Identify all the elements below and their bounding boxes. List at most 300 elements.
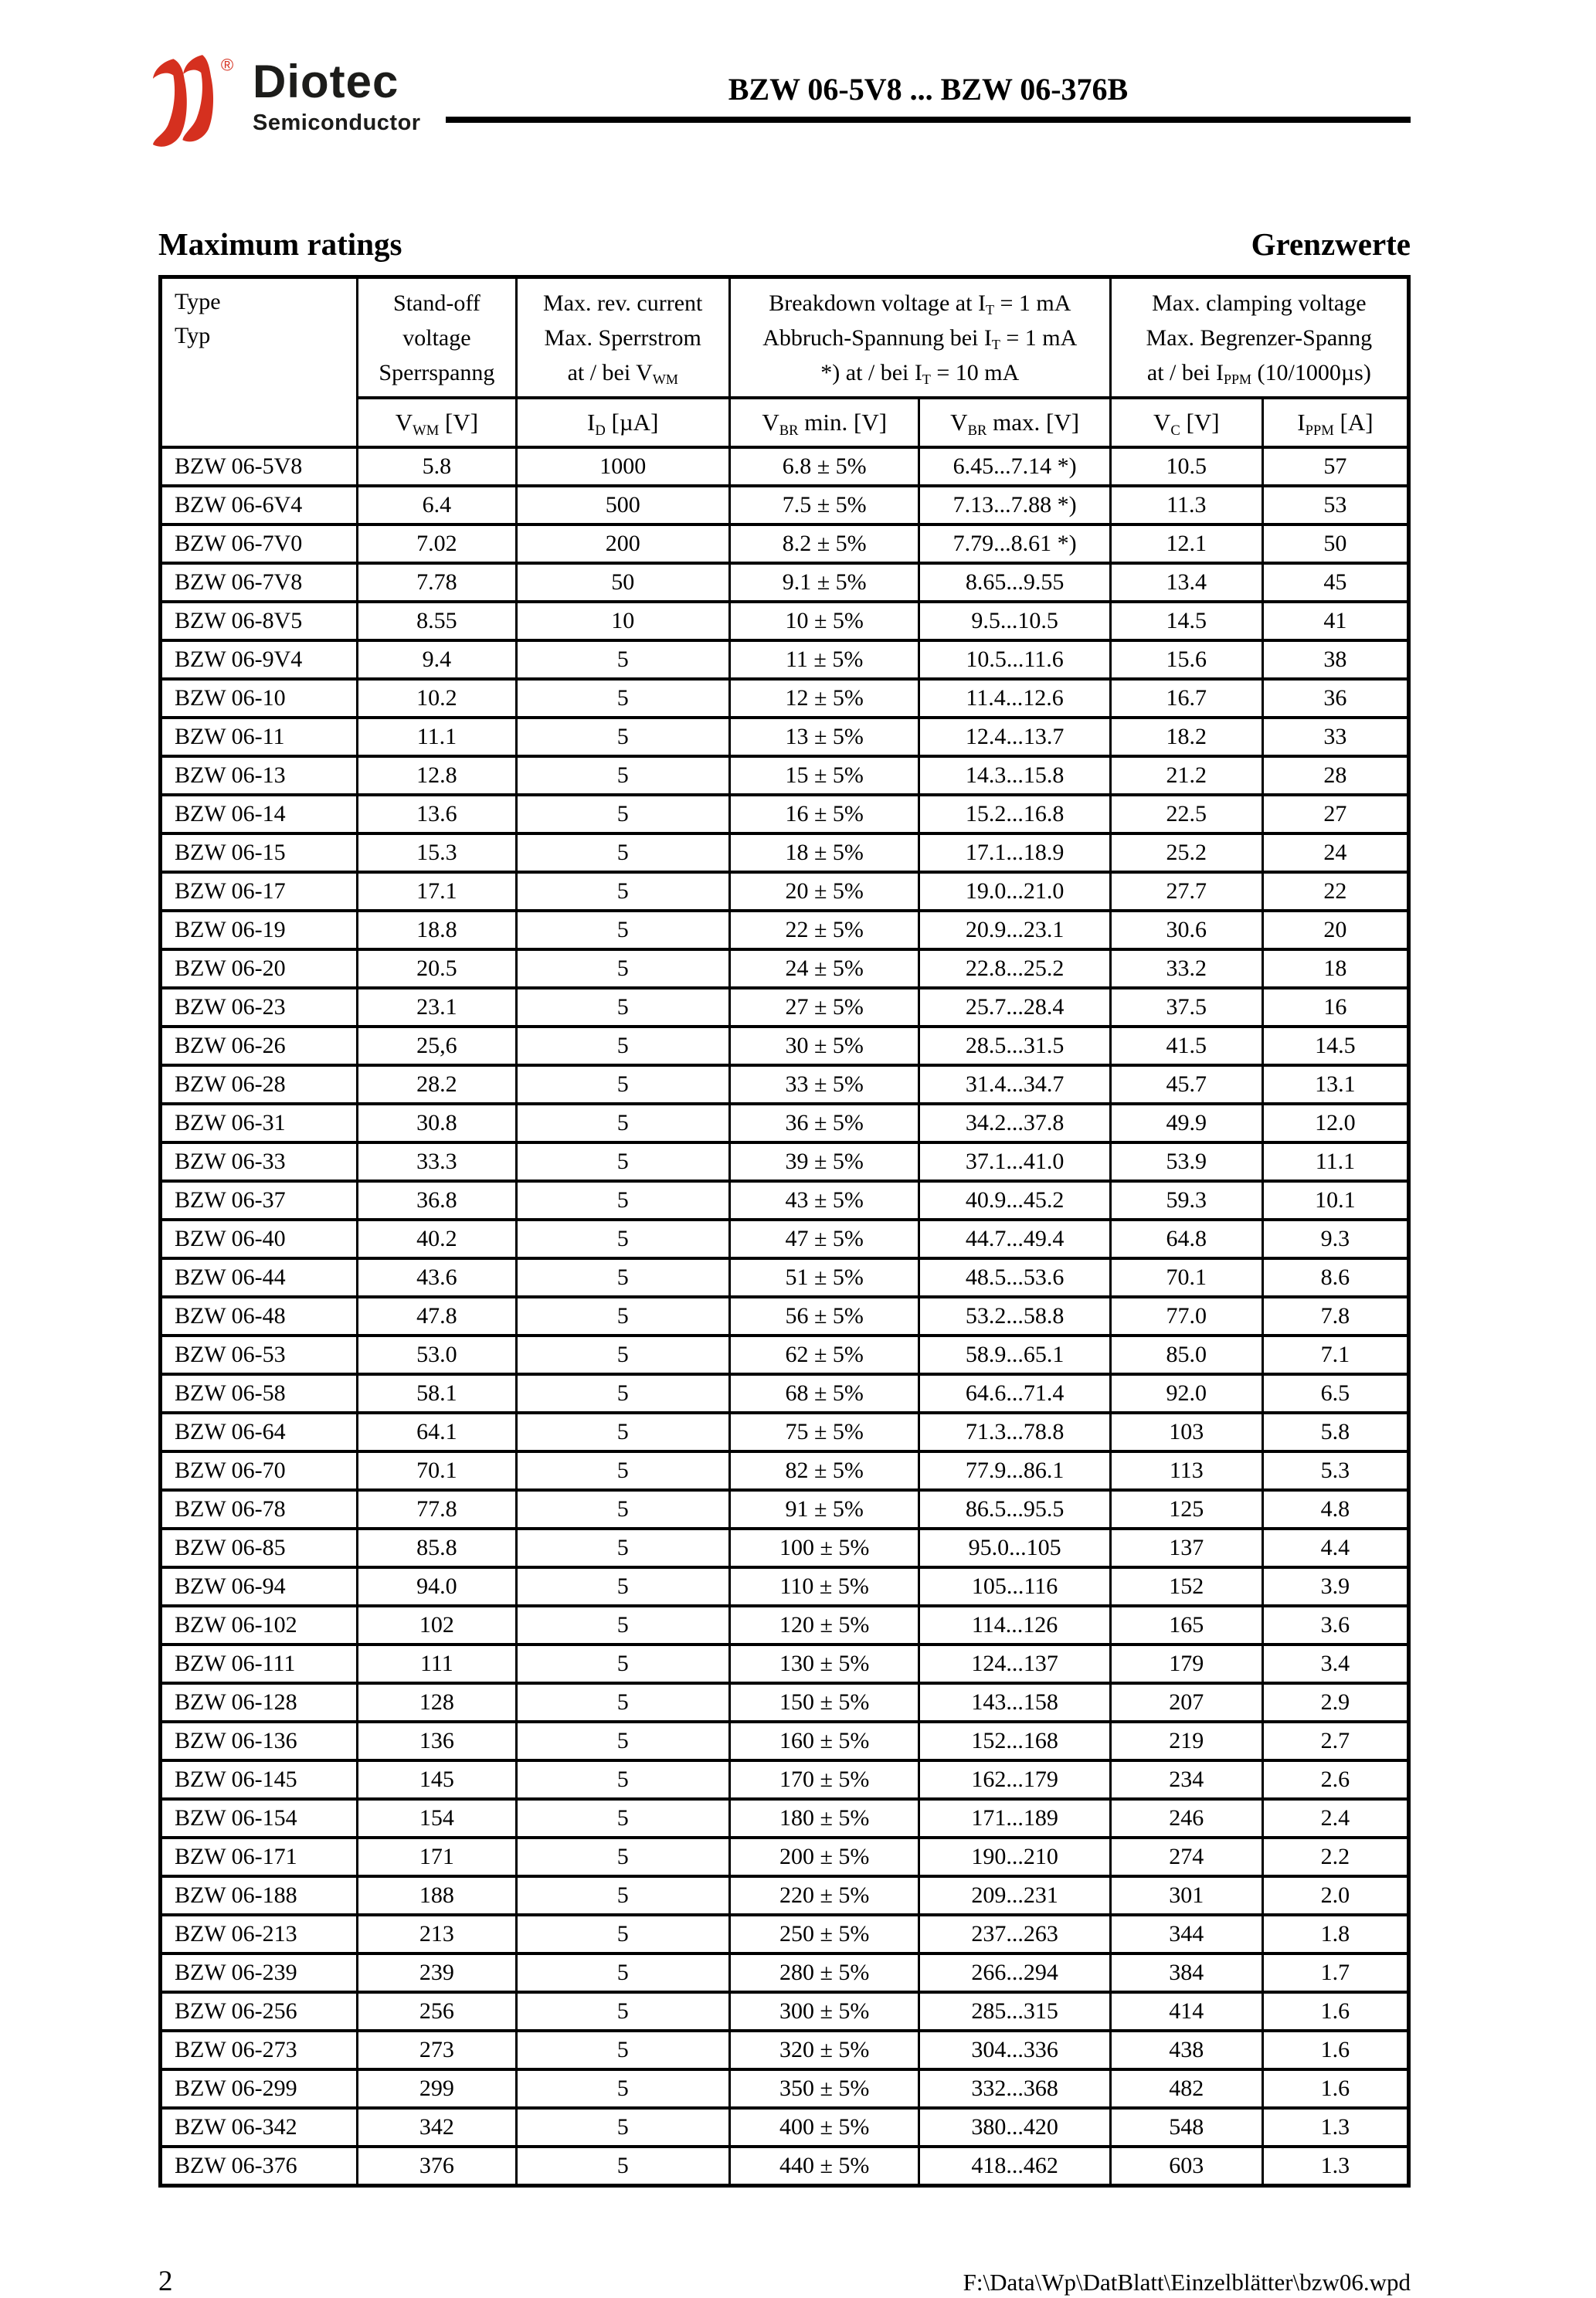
page-header [158, 48, 1411, 171]
table-row [161, 1838, 1409, 1876]
cell-vc: 384 [1110, 1953, 1262, 1992]
cell-id: 5 [516, 1722, 729, 1760]
cell-id: 5 [516, 872, 729, 911]
cell-type: BZW 06-299 [161, 2069, 358, 2108]
table-row [161, 1027, 1409, 1065]
cell-vbr-min: 33 ± 5% [729, 1065, 919, 1104]
table-row [161, 1374, 1409, 1413]
cell-vbr-max: 34.2...37.8 [919, 1104, 1110, 1142]
cell-vbr-min: 180 ± 5% [729, 1799, 919, 1838]
cell-vwm: 30.8 [358, 1104, 516, 1142]
cell-vc: 22.5 [1110, 795, 1262, 833]
cell-id: 5 [516, 1065, 729, 1104]
cell-ippm: 2.9 [1262, 1683, 1408, 1722]
cell-type: BZW 06-70 [161, 1451, 358, 1490]
cell-vbr-min: 20 ± 5% [729, 872, 919, 911]
cell-vbr-max: 266...294 [919, 1953, 1110, 1992]
cell-vbr-max: 162...179 [919, 1760, 1110, 1799]
brand-name: Diotec [253, 56, 399, 107]
cell-vbr-max: 58.9...65.1 [919, 1336, 1110, 1374]
cell-ippm: 22 [1262, 872, 1408, 911]
table-row [161, 911, 1409, 949]
cell-vbr-min: 18 ± 5% [729, 833, 919, 872]
doc-title: BZW 06-5V8 ... BZW 06-376B [446, 71, 1411, 123]
table-row [161, 988, 1409, 1027]
cell-vc: 246 [1110, 1799, 1262, 1838]
cell-vbr-min: 8.2 ± 5% [729, 524, 919, 563]
cell-vwm: 128 [358, 1683, 516, 1722]
cell-ippm: 2.2 [1262, 1838, 1408, 1876]
cell-type: BZW 06-40 [161, 1220, 358, 1258]
cell-id: 5 [516, 1181, 729, 1220]
cell-type: BZW 06-256 [161, 1992, 358, 2031]
table-row [161, 795, 1409, 833]
cell-vbr-min: 220 ± 5% [729, 1876, 919, 1915]
cell-vc: 53.9 [1110, 1142, 1262, 1181]
cell-id: 5 [516, 1606, 729, 1645]
cell-vbr-min: 62 ± 5% [729, 1336, 919, 1374]
cell-id: 5 [516, 640, 729, 679]
cell-vbr-min: 12 ± 5% [729, 679, 919, 718]
cell-vbr-max: 77.9...86.1 [919, 1451, 1110, 1490]
table-row [161, 1722, 1409, 1760]
cell-vc: 152 [1110, 1567, 1262, 1606]
cell-type: BZW 06-17 [161, 872, 358, 911]
cell-vwm: 43.6 [358, 1258, 516, 1297]
cell-id: 5 [516, 1567, 729, 1606]
page-footer [158, 2265, 1411, 2298]
cell-vwm: 13.6 [358, 795, 516, 833]
cell-vbr-min: 24 ± 5% [729, 949, 919, 988]
cell-vc: 207 [1110, 1683, 1262, 1722]
cell-vc: 14.5 [1110, 602, 1262, 640]
cell-vbr-max: 40.9...45.2 [919, 1181, 1110, 1220]
cell-ippm: 1.6 [1262, 2069, 1408, 2108]
maximum-ratings-table [158, 275, 1411, 2188]
table-row [161, 640, 1409, 679]
cell-vwm: 154 [358, 1799, 516, 1838]
cell-vc: 113 [1110, 1451, 1262, 1490]
cell-id: 5 [516, 1104, 729, 1142]
cell-type: BZW 06-26 [161, 1027, 358, 1065]
cell-type: BZW 06-102 [161, 1606, 358, 1645]
cell-vwm: 70.1 [358, 1451, 516, 1490]
cell-type: BZW 06-128 [161, 1683, 358, 1722]
cell-vc: 18.2 [1110, 718, 1262, 756]
cell-type: BZW 06-78 [161, 1490, 358, 1529]
cell-vbr-min: 51 ± 5% [729, 1258, 919, 1297]
cell-vbr-min: 75 ± 5% [729, 1413, 919, 1451]
cell-vc: 274 [1110, 1838, 1262, 1876]
cell-vwm: 28.2 [358, 1065, 516, 1104]
cell-vwm: 8.55 [358, 602, 516, 640]
cell-vwm: 145 [358, 1760, 516, 1799]
table-body [161, 447, 1409, 2186]
cell-vc: 137 [1110, 1529, 1262, 1567]
cell-id: 5 [516, 1027, 729, 1065]
cell-ippm: 36 [1262, 679, 1408, 718]
file-path: F:\Data\Wp\DatBlatt\Einzelblätter\bzw06.wpd [963, 2269, 1411, 2296]
cell-ippm: 1.3 [1262, 2147, 1408, 2186]
cell-vc: 45.7 [1110, 1065, 1262, 1104]
cell-vc: 37.5 [1110, 988, 1262, 1027]
cell-vbr-max: 48.5...53.6 [919, 1258, 1110, 1297]
cell-vbr-min: 400 ± 5% [729, 2108, 919, 2147]
cell-vbr-max: 190...210 [919, 1838, 1110, 1876]
cell-type: BZW 06-20 [161, 949, 358, 988]
cell-ippm: 24 [1262, 833, 1408, 872]
cell-vc: 548 [1110, 2108, 1262, 2147]
cell-ippm: 33 [1262, 718, 1408, 756]
sub-header-vbr-min: $V_{BR}$ min. [V] [729, 398, 919, 447]
cell-id: 5 [516, 795, 729, 833]
table-row [161, 1606, 1409, 1645]
cell-vwm: 102 [358, 1606, 516, 1645]
cell-type: BZW 06-136 [161, 1722, 358, 1760]
cell-type: BZW 06-145 [161, 1760, 358, 1799]
table-row [161, 1799, 1409, 1838]
cell-vbr-min: 160 ± 5% [729, 1722, 919, 1760]
cell-ippm: 13.1 [1262, 1065, 1408, 1104]
cell-ippm: 7.1 [1262, 1336, 1408, 1374]
cell-vbr-min: 250 ± 5% [729, 1915, 919, 1953]
table-row [161, 1336, 1409, 1374]
cell-type: BZW 06-7V8 [161, 563, 358, 602]
table-row [161, 1258, 1409, 1297]
cell-vc: 77.0 [1110, 1297, 1262, 1336]
cell-vc: 49.9 [1110, 1104, 1262, 1142]
cell-vwm: 33.3 [358, 1142, 516, 1181]
cell-type: BZW 06-9V4 [161, 640, 358, 679]
cell-type: BZW 06-171 [161, 1838, 358, 1876]
cell-id: 5 [516, 1413, 729, 1451]
cell-vbr-max: 332...368 [919, 2069, 1110, 2108]
cell-ippm: 41 [1262, 602, 1408, 640]
cell-vbr-min: 130 ± 5% [729, 1645, 919, 1683]
cell-vc: 12.1 [1110, 524, 1262, 563]
cell-type: BZW 06-376 [161, 2147, 358, 2186]
table-row [161, 1181, 1409, 1220]
cell-vbr-min: 6.8 ± 5% [729, 447, 919, 486]
table-row [161, 949, 1409, 988]
cell-vwm: 299 [358, 2069, 516, 2108]
cell-type: BZW 06-15 [161, 833, 358, 872]
cell-vwm: 58.1 [358, 1374, 516, 1413]
cell-vwm: 15.3 [358, 833, 516, 872]
cell-vc: 179 [1110, 1645, 1262, 1683]
cell-vbr-min: 100 ± 5% [729, 1529, 919, 1567]
cell-vbr-max: 114...126 [919, 1606, 1110, 1645]
cell-id: 5 [516, 679, 729, 718]
cell-type: BZW 06-94 [161, 1567, 358, 1606]
cell-vbr-min: 22 ± 5% [729, 911, 919, 949]
cell-vbr-min: 300 ± 5% [729, 1992, 919, 2031]
table-row [161, 1065, 1409, 1104]
table-row [161, 1490, 1409, 1529]
table-row [161, 524, 1409, 563]
cell-vwm: 171 [358, 1838, 516, 1876]
cell-vbr-max: 304...336 [919, 2031, 1110, 2069]
cell-id: 5 [516, 1297, 729, 1336]
cell-vbr-min: 91 ± 5% [729, 1490, 919, 1529]
cell-type: BZW 06-7V0 [161, 524, 358, 563]
cell-type: BZW 06-239 [161, 1953, 358, 1992]
table-row [161, 563, 1409, 602]
cell-vc: 85.0 [1110, 1336, 1262, 1374]
cell-vbr-min: 27 ± 5% [729, 988, 919, 1027]
cell-vbr-max: 25.7...28.4 [919, 988, 1110, 1027]
cell-vbr-min: 30 ± 5% [729, 1027, 919, 1065]
cell-vbr-min: 10 ± 5% [729, 602, 919, 640]
cell-vc: 301 [1110, 1876, 1262, 1915]
cell-vc: 70.1 [1110, 1258, 1262, 1297]
cell-vwm: 40.2 [358, 1220, 516, 1258]
cell-vc: 59.3 [1110, 1181, 1262, 1220]
header-row-1 [161, 277, 1409, 399]
cell-ippm: 5.8 [1262, 1413, 1408, 1451]
cell-id: 5 [516, 1529, 729, 1567]
title-rule [446, 71, 1411, 123]
cell-id: 5 [516, 1915, 729, 1953]
cell-vbr-min: 56 ± 5% [729, 1297, 919, 1336]
cell-vbr-max: 53.2...58.8 [919, 1297, 1110, 1336]
cell-ippm: 4.8 [1262, 1490, 1408, 1529]
cell-vbr-max: 380...420 [919, 2108, 1110, 2147]
cell-vbr-max: 9.5...10.5 [919, 602, 1110, 640]
cell-vwm: 53.0 [358, 1336, 516, 1374]
cell-ippm: 1.8 [1262, 1915, 1408, 1953]
cell-vc: 603 [1110, 2147, 1262, 2186]
cell-vbr-min: 13 ± 5% [729, 718, 919, 756]
table-row [161, 2069, 1409, 2108]
cell-ippm: 2.7 [1262, 1722, 1408, 1760]
cell-type: BZW 06-53 [161, 1336, 358, 1374]
cell-vwm: 23.1 [358, 988, 516, 1027]
cell-type: BZW 06-8V5 [161, 602, 358, 640]
col-header-max-rev-current: Max. rev. current Max. Sperrstrom at / bei $V_{WM}$ [516, 277, 729, 399]
table-row [161, 1529, 1409, 1567]
table-row [161, 1142, 1409, 1181]
cell-id: 5 [516, 1645, 729, 1683]
cell-ippm: 1.7 [1262, 1953, 1408, 1992]
table-row [161, 2108, 1409, 2147]
cell-vbr-max: 64.6...71.4 [919, 1374, 1110, 1413]
cell-vbr-min: 16 ± 5% [729, 795, 919, 833]
cell-vbr-min: 43 ± 5% [729, 1181, 919, 1220]
cell-type: BZW 06-11 [161, 718, 358, 756]
cell-ippm: 8.6 [1262, 1258, 1408, 1297]
cell-vbr-max: 285...315 [919, 1992, 1110, 2031]
cell-id: 200 [516, 524, 729, 563]
cell-id: 5 [516, 1953, 729, 1992]
cell-id: 5 [516, 2147, 729, 2186]
cell-id: 5 [516, 949, 729, 988]
cell-type: BZW 06-111 [161, 1645, 358, 1683]
cell-ippm: 57 [1262, 447, 1408, 486]
cell-id: 5 [516, 1992, 729, 2031]
cell-ippm: 11.1 [1262, 1142, 1408, 1181]
cell-vbr-min: 320 ± 5% [729, 2031, 919, 2069]
cell-vc: 30.6 [1110, 911, 1262, 949]
cell-vc: 41.5 [1110, 1027, 1262, 1065]
table-row [161, 1220, 1409, 1258]
cell-ippm: 53 [1262, 486, 1408, 524]
cell-vbr-max: 10.5...11.6 [919, 640, 1110, 679]
cell-vc: 482 [1110, 2069, 1262, 2108]
cell-vbr-max: 11.4...12.6 [919, 679, 1110, 718]
cell-vwm: 12.8 [358, 756, 516, 795]
cell-type: BZW 06-10 [161, 679, 358, 718]
cell-ippm: 2.0 [1262, 1876, 1408, 1915]
cell-vc: 125 [1110, 1490, 1262, 1529]
cell-id: 5 [516, 1876, 729, 1915]
cell-vbr-min: 36 ± 5% [729, 1104, 919, 1142]
cell-vwm: 7.02 [358, 524, 516, 563]
cell-type: BZW 06-213 [161, 1915, 358, 1953]
table-row [161, 2031, 1409, 2069]
cell-vc: 234 [1110, 1760, 1262, 1799]
cell-vbr-max: 105...116 [919, 1567, 1110, 1606]
cell-type: BZW 06-28 [161, 1065, 358, 1104]
cell-vwm: 94.0 [358, 1567, 516, 1606]
cell-vwm: 11.1 [358, 718, 516, 756]
cell-vbr-min: 82 ± 5% [729, 1451, 919, 1490]
cell-ippm: 38 [1262, 640, 1408, 679]
sub-header-ippm: $I_{PPM}$ [A] [1262, 398, 1408, 447]
table-row [161, 486, 1409, 524]
cell-vbr-min: 110 ± 5% [729, 1567, 919, 1606]
cell-vbr-min: 15 ± 5% [729, 756, 919, 795]
cell-id: 5 [516, 1838, 729, 1876]
cell-id: 5 [516, 988, 729, 1027]
table-row [161, 718, 1409, 756]
cell-vwm: 18.8 [358, 911, 516, 949]
cell-vbr-max: 6.45...7.14 *) [919, 447, 1110, 486]
cell-vc: 16.7 [1110, 679, 1262, 718]
cell-id: 5 [516, 1799, 729, 1838]
cell-type: BZW 06-14 [161, 795, 358, 833]
cell-ippm: 45 [1262, 563, 1408, 602]
cell-vbr-max: 37.1...41.0 [919, 1142, 1110, 1181]
cell-vc: 10.5 [1110, 447, 1262, 486]
cell-type: BZW 06-13 [161, 756, 358, 795]
cell-ippm: 12.0 [1262, 1104, 1408, 1142]
table-row [161, 1451, 1409, 1490]
cell-vc: 165 [1110, 1606, 1262, 1645]
cell-id: 1000 [516, 447, 729, 486]
cell-type: BZW 06-188 [161, 1876, 358, 1915]
cell-vbr-max: 418...462 [919, 2147, 1110, 2186]
cell-vbr-max: 31.4...34.7 [919, 1065, 1110, 1104]
cell-ippm: 10.1 [1262, 1181, 1408, 1220]
cell-ippm: 14.5 [1262, 1027, 1408, 1065]
cell-vbr-max: 237...263 [919, 1915, 1110, 1953]
table-row [161, 1915, 1409, 1953]
sub-header-vc: $V_C$ [V] [1110, 398, 1262, 447]
cell-type: BZW 06-37 [161, 1181, 358, 1220]
cell-vc: 25.2 [1110, 833, 1262, 872]
table-row [161, 1567, 1409, 1606]
cell-vbr-min: 9.1 ± 5% [729, 563, 919, 602]
cell-vwm: 25,6 [358, 1027, 516, 1065]
page-number: 2 [158, 2266, 173, 2297]
cell-id: 5 [516, 1374, 729, 1413]
cell-id: 5 [516, 1258, 729, 1297]
cell-id: 500 [516, 486, 729, 524]
cell-ippm: 16 [1262, 988, 1408, 1027]
cell-vc: 15.6 [1110, 640, 1262, 679]
cell-id: 5 [516, 1142, 729, 1181]
sub-header-vbr-max: $V_{BR}$ max. [V] [919, 398, 1110, 447]
cell-id: 50 [516, 563, 729, 602]
cell-vc: 219 [1110, 1722, 1262, 1760]
section-titles [158, 226, 1411, 263]
cell-vwm: 273 [358, 2031, 516, 2069]
cell-ippm: 9.3 [1262, 1220, 1408, 1258]
cell-vbr-max: 7.79...8.61 *) [919, 524, 1110, 563]
cell-vwm: 342 [358, 2108, 516, 2147]
cell-vwm: 47.8 [358, 1297, 516, 1336]
cell-type: BZW 06-44 [161, 1258, 358, 1297]
cell-id: 5 [516, 2108, 729, 2147]
cell-vbr-max: 71.3...78.8 [919, 1413, 1110, 1451]
cell-type: BZW 06-6V4 [161, 486, 358, 524]
cell-vwm: 36.8 [358, 1181, 516, 1220]
cell-type: BZW 06-58 [161, 1374, 358, 1413]
cell-id: 5 [516, 1490, 729, 1529]
cell-type: BZW 06-64 [161, 1413, 358, 1451]
table-row [161, 833, 1409, 872]
cell-id: 5 [516, 1451, 729, 1490]
cell-vbr-min: 170 ± 5% [729, 1760, 919, 1799]
cell-vbr-min: 11 ± 5% [729, 640, 919, 679]
cell-type: BZW 06-342 [161, 2108, 358, 2147]
table-row [161, 602, 1409, 640]
brand-text [253, 51, 421, 136]
cell-vc: 92.0 [1110, 1374, 1262, 1413]
cell-id: 5 [516, 2069, 729, 2108]
cell-vwm: 77.8 [358, 1490, 516, 1529]
cell-ippm: 4.4 [1262, 1529, 1408, 1567]
cell-vbr-max: 86.5...95.5 [919, 1490, 1110, 1529]
table-row [161, 1760, 1409, 1799]
col-header-type: Type Typ [161, 277, 358, 448]
cell-vbr-min: 7.5 ± 5% [729, 486, 919, 524]
cell-vbr-min: 350 ± 5% [729, 2069, 919, 2108]
cell-id: 5 [516, 2031, 729, 2069]
cell-vc: 11.3 [1110, 486, 1262, 524]
cell-ippm: 5.3 [1262, 1451, 1408, 1490]
cell-vbr-max: 15.2...16.8 [919, 795, 1110, 833]
col-header-breakdown-voltage: Breakdown voltage at $I_T = 1$ mA Abbruch-Spannung bei $I_T = 1$ mA *) at / bei $I_T = 10$ mA [729, 277, 1110, 399]
cell-vbr-max: 20.9...23.1 [919, 911, 1110, 949]
cell-vwm: 17.1 [358, 872, 516, 911]
cell-vc: 344 [1110, 1915, 1262, 1953]
cell-vwm: 213 [358, 1915, 516, 1953]
cell-type: BZW 06-273 [161, 2031, 358, 2069]
table-row [161, 872, 1409, 911]
table-row [161, 1297, 1409, 1336]
cell-vwm: 64.1 [358, 1413, 516, 1451]
table-row [161, 1876, 1409, 1915]
table-row [161, 1992, 1409, 2031]
cell-vbr-min: 47 ± 5% [729, 1220, 919, 1258]
cell-vwm: 136 [358, 1722, 516, 1760]
cell-ippm: 1.6 [1262, 1992, 1408, 2031]
cell-vwm: 10.2 [358, 679, 516, 718]
cell-vwm: 111 [358, 1645, 516, 1683]
cell-id: 5 [516, 833, 729, 872]
